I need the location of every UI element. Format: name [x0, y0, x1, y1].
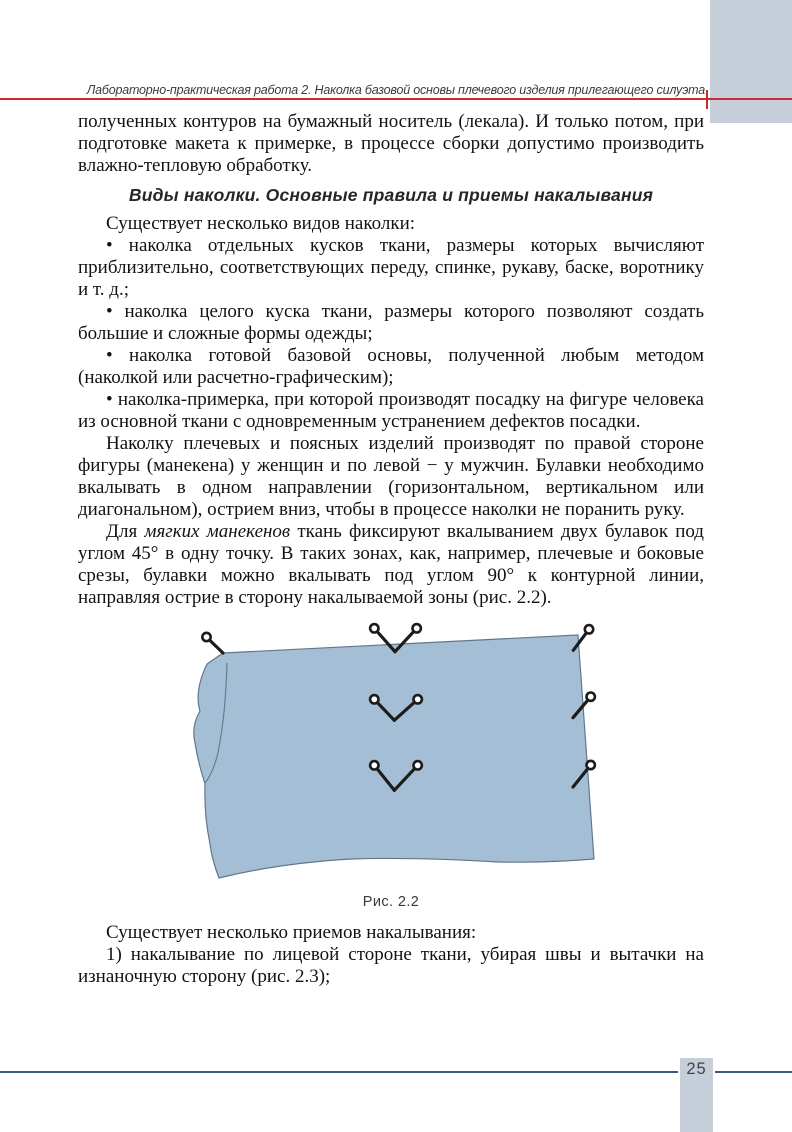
- pin-head: [414, 695, 422, 703]
- page-number: 25: [686, 1060, 707, 1078]
- paragraph-method-1: 1) накалывание по лицевой стороне ткани, убирая швы и вытачки на изнаночную сторону (рис. 2.3);: [78, 944, 704, 987]
- italic-term: мягких манекенов: [144, 521, 291, 542]
- section-heading: Виды наколки. Основные правила и приемы накалывания: [128, 185, 654, 205]
- footer-rule-left: [0, 1071, 678, 1073]
- bullet-item: • наколка-примерка, при которой производят посадку на фигуре человека из основной ткани с одновременным устранением дефектов посадки.: [78, 389, 704, 432]
- footer-rule-right: [715, 1071, 792, 1073]
- pin-head: [414, 761, 422, 769]
- bullet-item: • наколка отдельных кусков ткани, размеры которых вычисляют приблизительно, соответствующих переду, спинке, рукаву, баске, воротнику и т. д.;: [78, 235, 704, 300]
- page-number-tab: [680, 1058, 713, 1132]
- fabric-shape: [194, 635, 594, 878]
- text-run: ткань фиксируют вкалыванием двух булавок под углом 45° в одну точку. В таких зонах, как, например, плечевые и боковые срезы, булавки можно вкалывать под углом 90° к контурной линии, направляя острие в сторону накалываемой зоны (рис. 2.2).: [78, 521, 704, 608]
- figure-caption: Рис. 2.2: [362, 894, 420, 910]
- paragraph-kinds-intro: Существует несколько видов наколки:: [106, 213, 416, 234]
- paragraph-intro: полученных контуров на бумажный носитель (лекала). И только потом, при подготовке макета к примерке, в процессе сборки допустимо производить влажно-тепловую обработку.: [78, 111, 704, 176]
- header-rule: [0, 98, 792, 100]
- paragraph-soft-mannequins: [78, 521, 704, 609]
- pin-head: [202, 633, 210, 641]
- page-body: [78, 111, 704, 988]
- text-run: Для: [106, 521, 145, 542]
- pin-head: [587, 761, 595, 769]
- header-rule-tick: [706, 90, 708, 109]
- pin-top-left: [210, 640, 224, 653]
- corner-decoration-top: [710, 0, 792, 123]
- pin-head: [370, 624, 378, 632]
- bullet-item: • наколка целого куска ткани, размеры которого позволяют создать большие и сложные формы одежды;: [78, 301, 704, 344]
- paragraph-methods-intro: Существует несколько приемов накалывания:: [106, 922, 477, 943]
- pin-head: [413, 624, 421, 632]
- running-header: Лабораторно-практическая работа 2. Наколка базовой основы плечевого изделия прилегающего силуэта: [86, 83, 705, 97]
- figure-2-2: [78, 611, 704, 910]
- bullet-item: • наколка готовой базовой основы, полученной любым методом (наколкой или расчетно-графическим);: [78, 345, 704, 388]
- pin-head: [587, 693, 595, 701]
- paragraph-pinning-rules: Наколку плечевых и поясных изделий производят по правой стороне фигуры (манекена) у женщин и по левой − у мужчин. Булавки необходимо вкалывать в одном направлении (горизонтальном, вертикальном или диагональном), острием вниз, чтобы в процессе наколки не поранить руку.: [78, 433, 704, 520]
- fabric-with-pins-illustration: [165, 611, 635, 889]
- pin-head: [370, 761, 378, 769]
- pin-head: [585, 625, 593, 633]
- pin-head: [370, 695, 378, 703]
